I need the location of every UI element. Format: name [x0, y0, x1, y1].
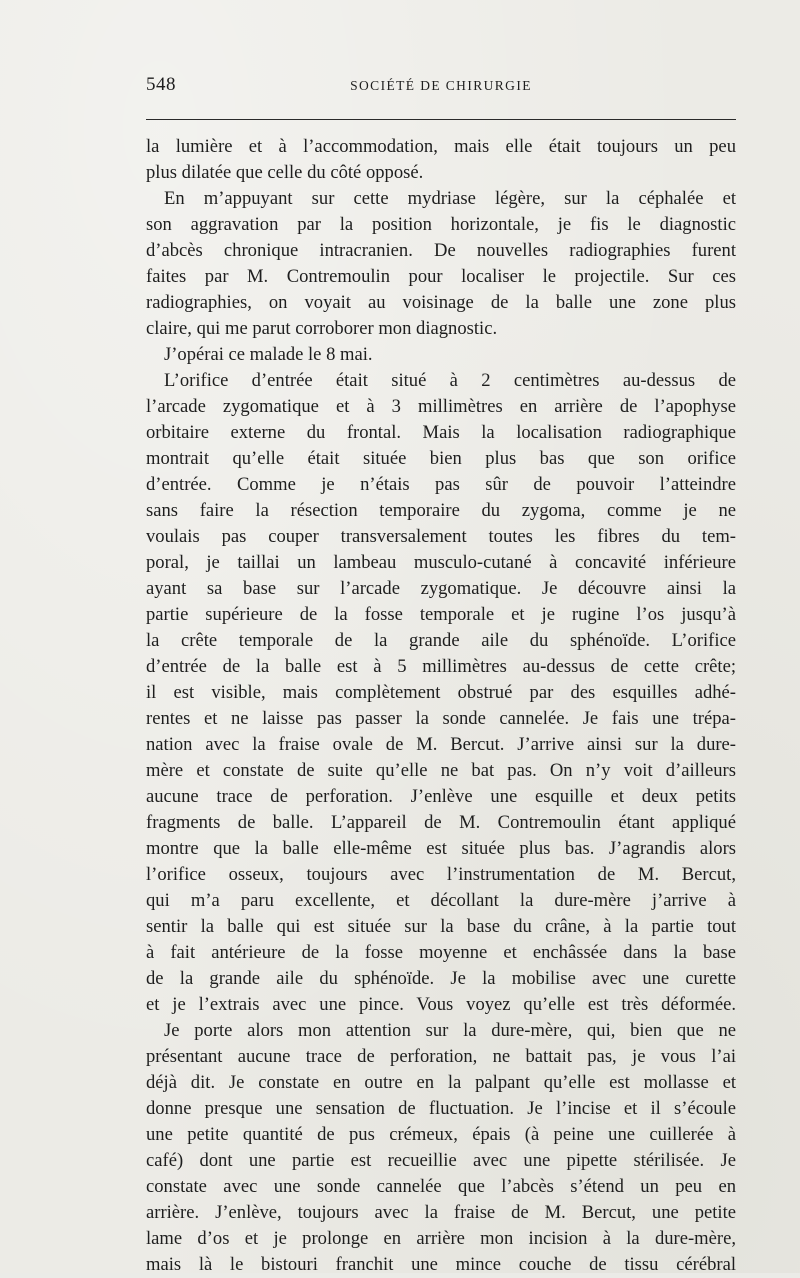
- body-text: [146, 134, 736, 1278]
- text-line: café) dont une partie est recueillie avec une pipette stérilisée. Je: [146, 1150, 736, 1171]
- text-line: Je porte alors mon attention sur la dure-mère, qui, bien que ne: [164, 1020, 736, 1041]
- page-header: [146, 74, 736, 104]
- text-line: lame d’os et je prolonge en arrière mon incision à la dure-mère,: [146, 1228, 736, 1249]
- text-line: constate avec une sonde cannelée que l’abcès s’étend un peu en: [146, 1176, 736, 1197]
- text-line: voulais pas couper transversalement toutes les fibres du tem-: [146, 526, 736, 547]
- text-line: ayant sa base sur l’arcade zygomatique. Je découvre ainsi la: [146, 578, 736, 599]
- page-number: 548: [146, 74, 176, 95]
- text-line: claire, qui me parut corroborer mon diagnostic.: [146, 318, 498, 339]
- text-line: de la grande aile du sphénoïde. Je la mobilise avec une curette: [146, 968, 736, 989]
- text-line: il est visible, mais complètement obstrué par des esquilles adhé-: [146, 682, 736, 703]
- text-line: mais là le bistouri franchit une mince couche de tissu cérébral: [146, 1254, 736, 1275]
- text-line: la crête temporale de la grande aile du sphénoïde. L’orifice: [146, 630, 736, 651]
- header-rule: [146, 119, 736, 120]
- text-line: arrière. J’enlève, toujours avec la fraise de M. Bercut, une petite: [146, 1202, 736, 1223]
- text-line: la lumière et à l’accommodation, mais elle était toujours un peu: [146, 136, 736, 157]
- text-line: partie supérieure de la fosse temporale et je rugine l’os jusqu’à: [146, 604, 736, 625]
- text-line: l’orifice osseux, toujours avec l’instrumentation de M. Bercut,: [146, 864, 736, 885]
- text-line: déjà dit. Je constate en outre en la palpant qu’elle est mollasse et: [146, 1072, 736, 1093]
- text-line: d’entrée. Comme je n’étais pas sûr de pouvoir l’atteindre: [146, 474, 736, 495]
- text-line: donne presque une sensation de fluctuation. Je l’incise et il s’écoule: [146, 1098, 736, 1119]
- text-line: En m’appuyant sur cette mydriase légère, sur la céphalée et: [164, 188, 736, 209]
- text-line: présentant aucune trace de perforation, ne battait pas, je vous l’ai: [146, 1046, 736, 1067]
- text-line: montre que la balle elle-même est située plus bas. J’agrandis alors: [146, 838, 736, 859]
- text-line: d’entrée de la balle est à 5 millimètres au-dessus de cette crête;: [146, 656, 736, 677]
- text-line: et je l’extrais avec une pince. Vous voyez qu’elle est très déformée.: [146, 994, 736, 1015]
- running-head: SOCIÉTÉ DE CHIRURGIE: [350, 78, 532, 93]
- text-line: plus dilatée que celle du côté opposé.: [146, 162, 424, 183]
- text-line: nation avec la fraise ovale de M. Bercut. J’arrive ainsi sur la dure-: [146, 734, 736, 755]
- text-line: montrait qu’elle était située bien plus bas que son orifice: [146, 448, 736, 469]
- text-line: L’orifice d’entrée était situé à 2 centimètres au-dessus de: [164, 370, 736, 391]
- text-line: sans faire la résection temporaire du zygoma, comme je ne: [146, 500, 736, 521]
- text-line: faites par M. Contremoulin pour localiser le projectile. Sur ces: [146, 266, 736, 287]
- text-line: radiographies, on voyait au voisinage de la balle une zone plus: [146, 292, 736, 313]
- text-line: l’arcade zygomatique et à 3 millimètres en arrière de l’apophyse: [146, 396, 736, 417]
- text-line: qui m’a paru excellente, et décollant la dure-mère j’arrive à: [146, 890, 736, 911]
- text-line: mère et constate de suite qu’elle ne bat pas. On n’y voit d’ailleurs: [146, 760, 736, 781]
- text-line: orbitaire externe du frontal. Mais la localisation radiographique: [146, 422, 736, 443]
- text-line: d’abcès chronique intracranien. De nouvelles radiographies furent: [146, 240, 736, 261]
- text-line: son aggravation par la position horizontale, je fis le diagnostic: [146, 214, 736, 235]
- text-line: sentir la balle qui est située sur la base du crâne, à la partie tout: [146, 916, 736, 937]
- text-line: une petite quantité de pus crémeux, épais (à peine une cuillerée à: [146, 1124, 736, 1145]
- text-line: à fait antérieure de la fosse moyenne et enchâssée dans la base: [146, 942, 736, 963]
- text-line: J’opérai ce malade le 8 mai.: [164, 344, 373, 365]
- text-line: poral, je taillai un lambeau musculo-cutané à concavité inférieure: [146, 552, 736, 573]
- text-line: rentes et ne laisse pas passer la sonde cannelée. Je fais une trépa-: [146, 708, 736, 729]
- text-line: fragments de balle. L’appareil de M. Contremoulin étant appliqué: [146, 812, 736, 833]
- text-line: aucune trace de perforation. J’enlève une esquille et deux petits: [146, 786, 736, 807]
